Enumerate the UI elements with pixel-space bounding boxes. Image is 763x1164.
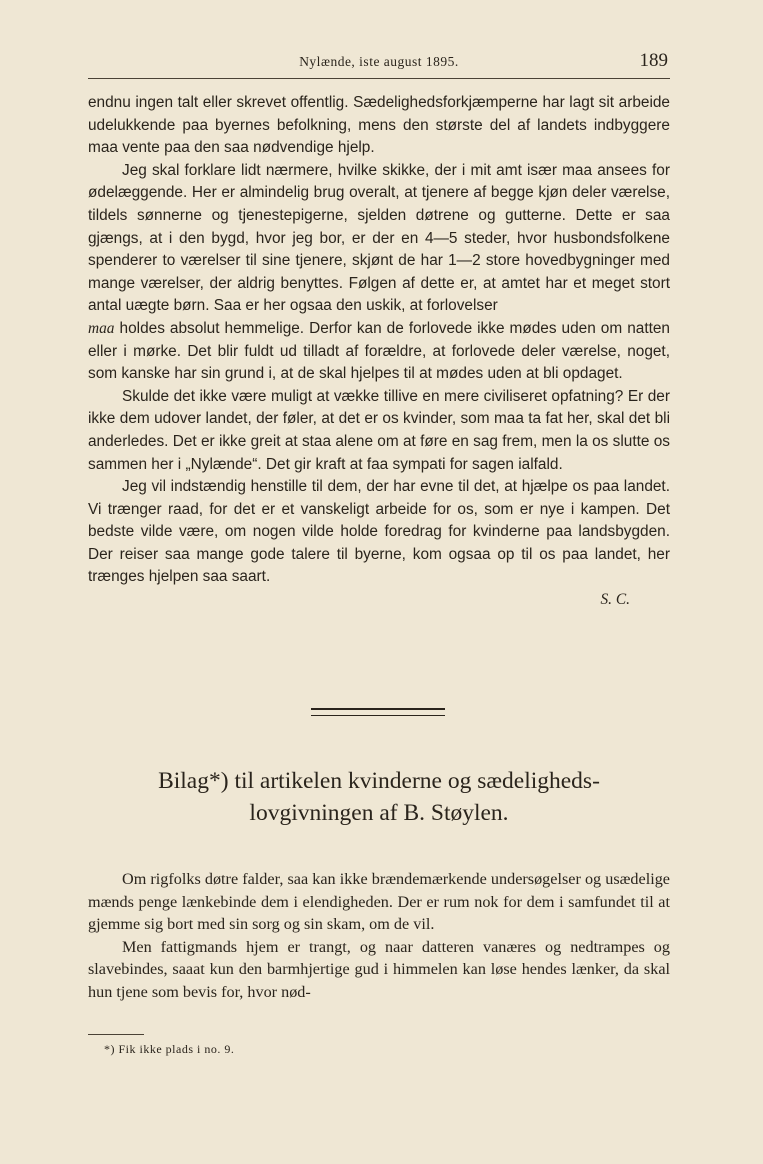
appendix-paragraph: Om rigfolks døtre falder, saa kan ikke brændemærkende undersøgelser og usædelige mænds penge lænkebinde dem i elendigheden. Der er rum nok for dem i samfundet til at gjemme sig bort med sin sorg og sin skam, om de vil. xyxy=(88,870,670,933)
page-number: 189 xyxy=(639,50,668,71)
appendix-text xyxy=(88,868,670,1003)
running-header xyxy=(88,50,670,79)
emphasis-word: maa xyxy=(88,319,115,337)
article-paragraph: endnu ingen talt eller skrevet offentlig. Sædelighedsforkjæmperne har lagt sit arbeide udelukkende paa byernes befolkning, mens den største del af landets indbyggere maa vente paa den saa nødvendige hjelp. xyxy=(88,94,670,157)
signature: S. C. xyxy=(600,591,630,609)
running-title: Nylænde, iste august 1895. xyxy=(299,54,459,69)
article-paragraph: Skulde det ikke være muligt at vække tillive en mere civiliseret opfatning? Er der ikke dem udover landet, der føler, at det er os kvinder, som maa ta fat her, skal det bli anderledes. Det er ikke greit at staa alene om at føre en sag frem, men la os slutte os sammen her i „Nylænde“. Det gir kraft at faa sympati for sagen ialfald. xyxy=(88,387,670,473)
article-paragraph: Jeg skal forklare lidt nærmere, hvilke skikke, der i mit amt især maa ansees for ødelæggende. Her er almindelig brug overalt, at tjenere af begge kjøn deler værelse, tildels sønnerne og tjenestepigerne, sjelden døtrene og gutterne. Dette er saa gjængs, at i den bygd, hvor jeg bor, er der en 4—5 steder, hvor husbondsfolkene spenderer to værelser til sine tjenere, skjønt de har 1—2 store hovedbygninger med mange værelser, der aldrig benyttes. Følgen af dette er, at amtet har et meget stort antal uægte børn. Saa er her ogsaa den uskik, at forlovelser xyxy=(88,161,670,315)
article-paragraph xyxy=(88,318,670,386)
section-divider xyxy=(311,708,445,716)
article-text xyxy=(88,92,670,612)
appendix-title-line: Bilag*) til artikelen kvinderne og sædeligheds- xyxy=(158,768,600,794)
article-paragraph: Jeg vil indstændig henstille til dem, der har evne til det, at hjælpe os paa landet. Vi trænger raad, for det er et vanskeligt arbeide for os, som er nye i kampen. Det bedste vilde være, om nogen vilde holde foredrag for kvinderne paa landsbygden. Der reiser saa mange gode talere til byerne, kom ogsaa op til os paa landet, her trænges hjelpen saa saart. xyxy=(88,478,670,586)
appendix-title xyxy=(88,765,670,829)
footnote-rule xyxy=(88,1034,144,1035)
article-paragraph-text: holdes absolut hemmelige. Derfor kan de forlovede ikke mødes uden om natten eller i mørke. Det blir fuldt ud tilladt af forældre, at forlovede deler værelse, noget, som kanske har sin grund i, at de skal hjelpes til at mødes uden at bli opdaget. xyxy=(88,319,670,383)
footnote: *) Fik ikke plads i no. 9. xyxy=(104,1042,235,1056)
appendix-paragraph: Men fattigmands hjem er trangt, og naar datteren vanæres og nedtrampes og slavebindes, saaat kun den barmhjertige gud i himmelen kan løse hendes lænker, da skal hun tjene som bevis for, hvor nød- xyxy=(88,937,670,1001)
signature-line xyxy=(88,589,670,612)
appendix-title-line: lovgivningen af B. Støylen. xyxy=(249,800,509,826)
